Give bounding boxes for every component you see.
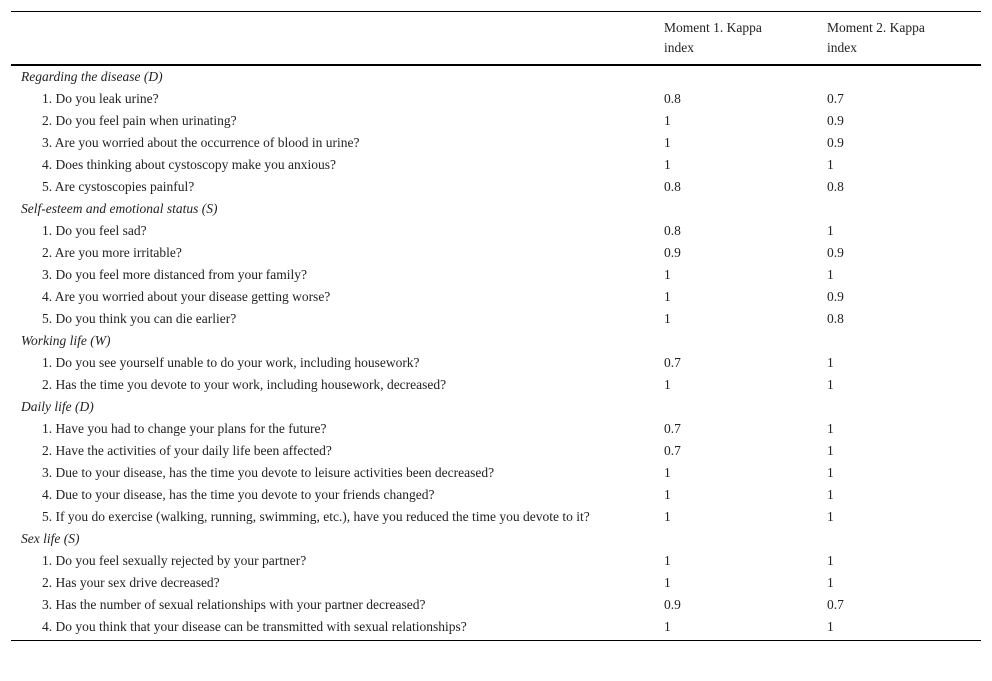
kappa-table <box>11 11 981 641</box>
question-cell: 2. Has the time you devote to your work, including housework, decreased? <box>42 377 447 392</box>
moment2-kappa: 0.9 <box>827 289 844 304</box>
question-cell: 2. Do you feel pain when urinating? <box>42 113 237 128</box>
question-cell: 3. Are you worried about the occurrence of blood in urine? <box>42 135 360 150</box>
table-row <box>11 484 981 506</box>
moment1-kappa: 0.8 <box>664 91 681 106</box>
moment1-kappa: 1 <box>664 113 671 128</box>
moment1-kappa: 1 <box>664 135 671 150</box>
table-header <box>11 12 981 66</box>
moment1-kappa: 0.7 <box>664 421 681 436</box>
question-cell: 1. Have you had to change your plans for the future? <box>42 421 327 436</box>
question-cell: 5. Are cystoscopies painful? <box>42 179 195 194</box>
moment1-kappa: 0.7 <box>664 355 681 370</box>
moment1-kappa: 1 <box>664 553 671 568</box>
section-title: Sex life (S) <box>21 531 80 546</box>
moment2-kappa: 0.7 <box>827 91 844 106</box>
moment2-kappa: 0.8 <box>827 179 844 194</box>
table-row <box>11 440 981 462</box>
moment2-kappa: 1 <box>827 509 834 524</box>
header-moment2-line1: Moment 2. Kappa <box>827 20 925 35</box>
header-moment1 <box>654 12 817 66</box>
table-row <box>11 264 981 286</box>
section-row <box>11 65 981 88</box>
moment1-kappa: 0.8 <box>664 179 681 194</box>
table-row <box>11 176 981 198</box>
moment2-kappa: 1 <box>827 355 834 370</box>
question-cell: 2. Have the activities of your daily life been affected? <box>42 443 332 458</box>
table-row <box>11 572 981 594</box>
section-title: Self-esteem and emotional status (S) <box>21 201 218 216</box>
moment1-kappa: 0.8 <box>664 223 681 238</box>
moment2-kappa: 1 <box>827 465 834 480</box>
table-row <box>11 594 981 616</box>
table-row <box>11 220 981 242</box>
section-title: Regarding the disease (D) <box>21 69 163 84</box>
table-row <box>11 374 981 396</box>
moment2-kappa: 1 <box>827 377 834 392</box>
moment1-kappa: 1 <box>664 465 671 480</box>
header-question <box>11 12 654 66</box>
section-row <box>11 528 981 550</box>
moment1-kappa: 1 <box>664 157 671 172</box>
header-moment2-line2: index <box>827 40 857 55</box>
table-row <box>11 550 981 572</box>
moment2-kappa: 1 <box>827 157 834 172</box>
moment2-kappa: 0.7 <box>827 597 844 612</box>
question-cell: 4. Do you think that your disease can be transmitted with sexual relationships? <box>11 616 654 641</box>
moment1-kappa: 1 <box>664 487 671 502</box>
question-cell: 1. Do you leak urine? <box>42 91 159 106</box>
question-cell: 3. Do you feel more distanced from your family? <box>42 267 308 282</box>
question-cell: 3. Due to your disease, has the time you devote to leisure activities been decreased? <box>42 465 495 480</box>
moment1-kappa: 1 <box>664 509 671 524</box>
moment2-kappa: 0.9 <box>827 113 844 128</box>
table-row <box>11 286 981 308</box>
table-row <box>11 418 981 440</box>
moment1-kappa: 1 <box>664 289 671 304</box>
header-moment1-line1: Moment 1. Kappa <box>664 20 762 35</box>
table-row <box>11 132 981 154</box>
moment2-kappa: 1 <box>827 487 834 502</box>
header-moment2 <box>817 12 981 66</box>
moment1-kappa: 1 <box>654 616 817 641</box>
moment1-kappa: 0.9 <box>664 245 681 260</box>
header-moment1-line2: index <box>664 40 694 55</box>
table-row <box>11 242 981 264</box>
table-body <box>11 65 981 641</box>
moment1-kappa: 1 <box>664 311 671 326</box>
question-cell: 5. If you do exercise (walking, running, swimming, etc.), have you reduced the time you devote to it? <box>42 509 590 524</box>
moment2-kappa: 1 <box>827 443 834 458</box>
moment2-kappa: 0.8 <box>827 311 844 326</box>
question-cell: 4. Are you worried about your disease getting worse? <box>42 289 331 304</box>
moment1-kappa: 1 <box>664 267 671 282</box>
moment1-kappa: 0.9 <box>664 597 681 612</box>
table-row <box>11 352 981 374</box>
moment1-kappa: 1 <box>664 575 671 590</box>
section-row <box>11 330 981 352</box>
question-cell: 1. Do you see yourself unable to do your work, including housework? <box>42 355 420 370</box>
moment2-kappa: 1 <box>827 421 834 436</box>
moment1-kappa: 1 <box>664 377 671 392</box>
table-row <box>11 110 981 132</box>
question-cell: 2. Are you more irritable? <box>42 245 182 260</box>
question-cell: 4. Due to your disease, has the time you devote to your friends changed? <box>42 487 435 502</box>
question-cell: 5. Do you think you can die earlier? <box>42 311 237 326</box>
question-cell: 2. Has your sex drive decreased? <box>42 575 220 590</box>
moment2-kappa: 1 <box>827 267 834 282</box>
section-row <box>11 198 981 220</box>
moment2-kappa: 0.9 <box>827 135 844 150</box>
table-row <box>11 462 981 484</box>
section-title: Working life (W) <box>21 333 111 348</box>
table-row <box>11 506 981 528</box>
moment2-kappa: 1 <box>817 616 981 641</box>
section-title: Daily life (D) <box>21 399 94 414</box>
moment2-kappa: 1 <box>827 223 834 238</box>
table-row <box>11 308 981 330</box>
question-cell: 4. Does thinking about cystoscopy make you anxious? <box>42 157 336 172</box>
table-row <box>11 88 981 110</box>
question-cell: 3. Has the number of sexual relationships with your partner decreased? <box>42 597 426 612</box>
moment1-kappa: 0.7 <box>664 443 681 458</box>
question-cell: 1. Do you feel sad? <box>42 223 147 238</box>
moment2-kappa: 0.9 <box>827 245 844 260</box>
moment2-kappa: 1 <box>827 553 834 568</box>
moment2-kappa: 1 <box>827 575 834 590</box>
section-row <box>11 396 981 418</box>
table-row <box>11 616 981 641</box>
question-cell: 1. Do you feel sexually rejected by your partner? <box>42 553 307 568</box>
table-row <box>11 154 981 176</box>
